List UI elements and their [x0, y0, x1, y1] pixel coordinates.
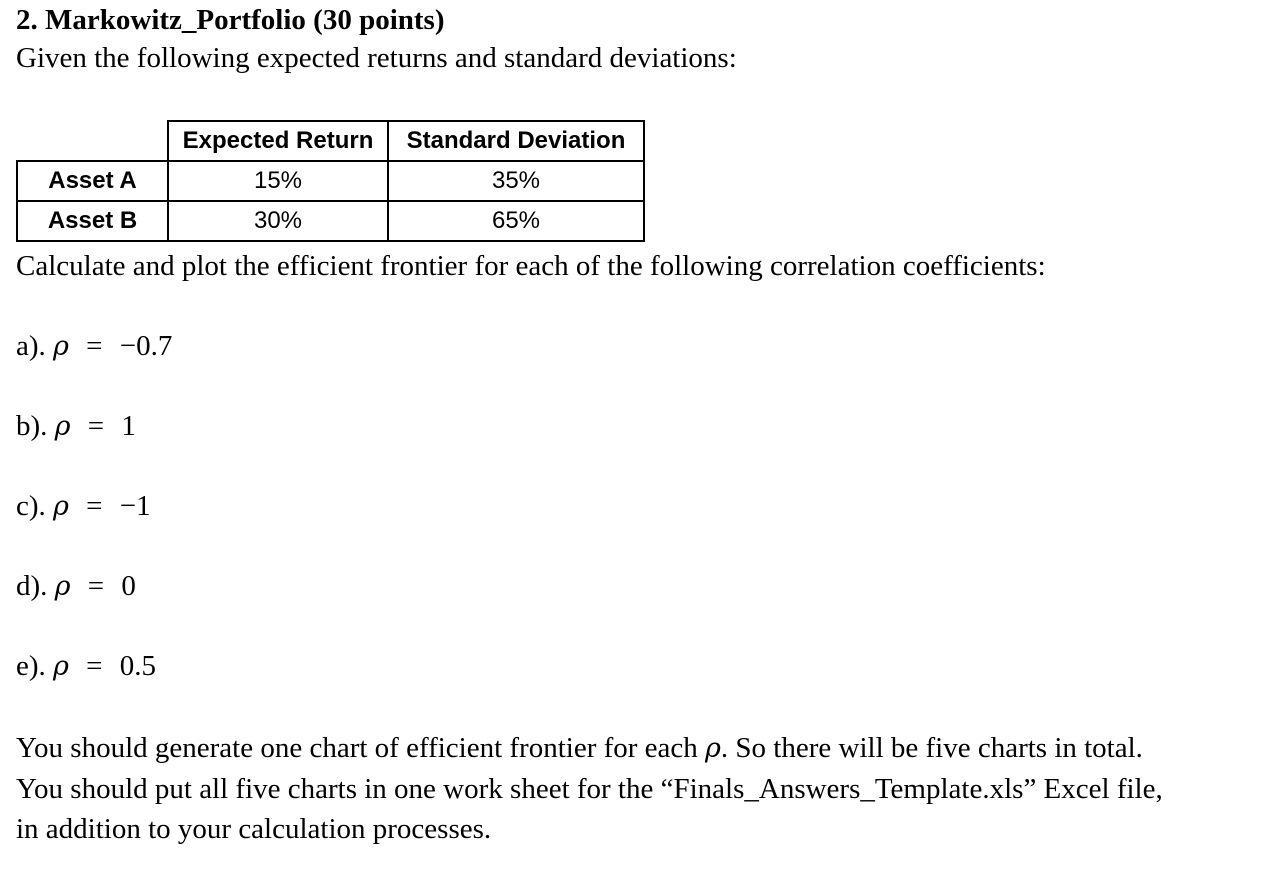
rho-value: −1	[119, 490, 151, 522]
part-a	[16, 328, 172, 365]
equals-sign: =	[87, 570, 105, 602]
table-header-row	[17, 121, 644, 161]
rho-symbol: ρ	[54, 411, 71, 442]
part-label: c).	[16, 490, 46, 522]
calc-instruction: Calculate and plot the efficient frontier for each of the following correlation coefficients:	[16, 250, 1046, 282]
part-label: d).	[16, 570, 48, 602]
equals-sign: =	[86, 490, 103, 522]
rho-value: 1	[121, 410, 136, 442]
part-e	[16, 648, 156, 685]
row-asset-label: Asset A	[17, 161, 168, 201]
header-standard-deviation: Standard Deviation	[388, 121, 644, 161]
asset-table	[16, 120, 645, 242]
rho-value: 0	[121, 570, 136, 602]
header-expected-return: Expected Return	[168, 121, 388, 161]
cell-standard-deviation: 65%	[388, 201, 644, 241]
part-label: b).	[16, 410, 48, 442]
closing-text: You should generate one chart of efficient frontier for each	[16, 732, 706, 764]
equals-sign: =	[86, 330, 103, 362]
part-d	[16, 568, 136, 605]
equals-sign: =	[86, 650, 103, 682]
cell-standard-deviation: 35%	[388, 161, 644, 201]
closing-line-3: in addition to your calculation processes.	[16, 813, 492, 845]
rho-symbol: ρ	[54, 571, 71, 602]
cell-expected-return: 15%	[168, 161, 388, 201]
part-label: e).	[16, 650, 46, 682]
part-label: a).	[16, 330, 46, 362]
rho-symbol: ρ	[53, 331, 69, 362]
rho-symbol: ρ	[53, 491, 69, 522]
table-row	[17, 201, 644, 241]
table-row	[17, 161, 644, 201]
closing-instructions	[16, 728, 1278, 849]
problem-title: 2. Markowitz_Portfolio (30 points)	[16, 4, 445, 36]
closing-line-1	[16, 728, 1278, 769]
closing-text: . So there will be five charts in total.	[720, 732, 1143, 764]
part-b	[16, 408, 136, 445]
rho-value: −0.7	[119, 330, 173, 362]
rho-symbol: ρ	[53, 651, 69, 682]
equals-sign: =	[87, 410, 105, 442]
problem-intro: Given the following expected returns and standard deviations:	[16, 42, 737, 74]
closing-line-2: You should put all five charts in one work sheet for the “Finals_Answers_Template.xls” Excel file,	[16, 773, 1163, 805]
part-c	[16, 488, 151, 525]
cell-expected-return: 30%	[168, 201, 388, 241]
rho-symbol: ρ	[705, 733, 721, 764]
rho-value: 0.5	[119, 650, 157, 682]
table-corner-cell	[17, 121, 168, 161]
row-asset-label: Asset B	[17, 201, 168, 241]
